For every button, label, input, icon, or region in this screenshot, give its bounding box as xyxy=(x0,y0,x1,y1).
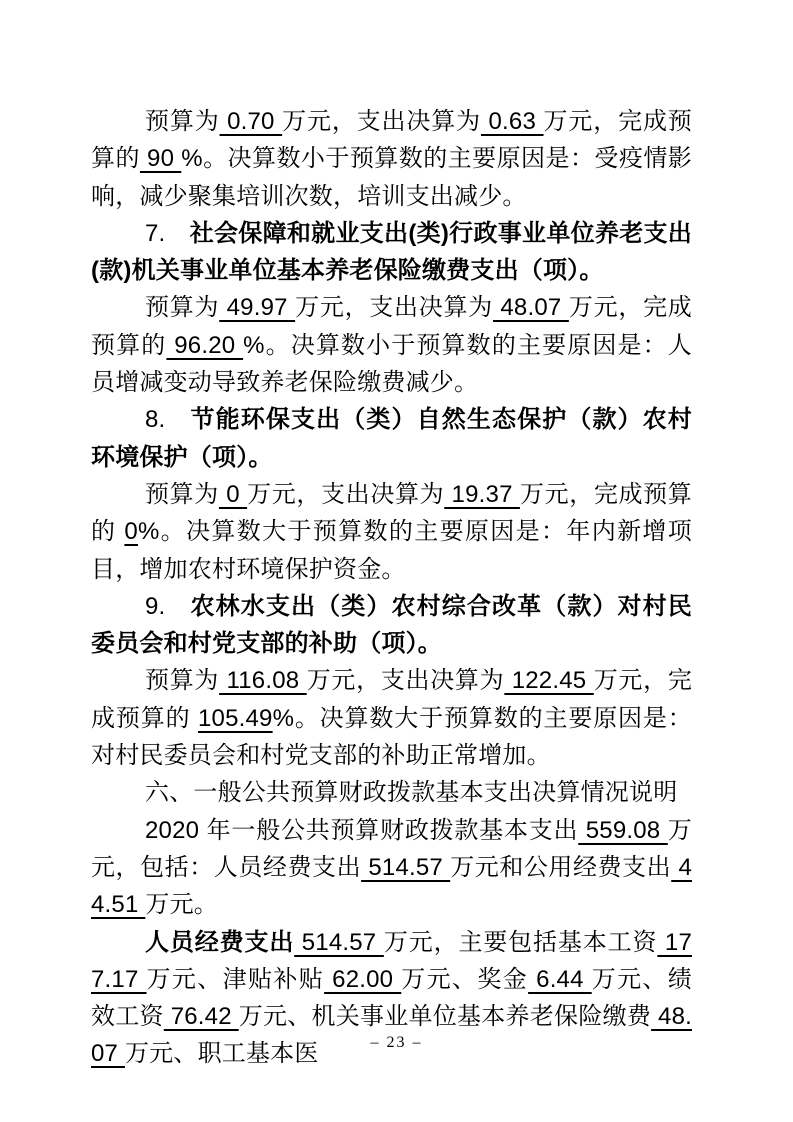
underlined-value: 6.44 xyxy=(528,965,592,993)
underlined-value: 105.49 xyxy=(198,704,273,732)
underlined-value: 44.51 xyxy=(91,853,692,919)
text-run: 7. xyxy=(145,219,190,247)
text-run: %。决算数小于预算数的主要原因是：受疫情影响，减少聚集培训次数，培训支出减少。 xyxy=(91,145,692,210)
text-run: 节能环保支出（类）自然生态保护（款）农村环境保护（项）。 xyxy=(91,406,692,471)
text-run: %。决算数大于预算数的主要原因是：对村民委员会和村党支部的补助正常增加。 xyxy=(91,704,692,770)
heading-item8 xyxy=(91,401,692,476)
text-run: 万元。 xyxy=(145,891,218,919)
underlined-value: 559.08 xyxy=(578,816,668,844)
underlined-value: 0.70 xyxy=(219,108,283,135)
underlined-value: 0.63 xyxy=(480,108,544,135)
para-basic-expense-total xyxy=(91,812,692,924)
text-run: 万元，完成预算的 xyxy=(91,667,693,732)
text-run: 万元，支出决算为 xyxy=(295,294,493,322)
heading-section6 xyxy=(91,774,692,811)
text-run: 万元、津贴补贴 xyxy=(146,965,325,993)
text-run: 六、一般公共预算财政拨款基本支出决算情况说明 xyxy=(145,779,678,807)
text-run: 万元和公用经费支出 xyxy=(450,853,672,881)
text-run: 万元，完成预算的 xyxy=(91,294,693,359)
text-run: 2020 年一般公共预算财政拨款基本支出 xyxy=(145,816,579,844)
underlined-value: 49.97 xyxy=(219,294,296,322)
underlined-value: 0 xyxy=(218,480,248,508)
text-run: 万元，完成预算的 xyxy=(91,480,692,546)
underlined-value: 514.57 xyxy=(294,928,384,956)
text-run: %。决算数大于预算数的主要原因是：年内新增项目，增加农村环境保护资金。 xyxy=(91,518,692,583)
para-item8-detail xyxy=(91,476,692,588)
underlined-value: 122.45 xyxy=(504,667,594,695)
text-run: 农林水支出（类）农村综合改革（款）对村民委员会和村党支部的补助（项）。 xyxy=(91,592,692,658)
text-run: 万元、职工基本医 xyxy=(124,1040,319,1068)
page-number: – 23 – xyxy=(370,1034,423,1051)
text-run: 万元，支出决算为 xyxy=(247,480,445,508)
text-run: 万元、奖金 xyxy=(401,965,529,993)
text-run: 万元、机关事业单位基本养老保险缴费 xyxy=(238,1003,652,1031)
text-run: 预算为 xyxy=(145,667,220,695)
underlined-value: 177.17 xyxy=(91,928,693,993)
underlined-value: 116.08 xyxy=(219,667,307,695)
underlined-value: 62.00 xyxy=(324,965,402,993)
underlined-value: 0 xyxy=(124,518,138,546)
text-run: 万元，支出决算为 xyxy=(306,667,505,695)
text-run: 预算为 xyxy=(145,108,220,135)
text-run: 万元，支出决算为 xyxy=(282,108,481,135)
underlined-value: 48.07 xyxy=(492,294,569,322)
text-run: 万元，包括：人员经费支出 xyxy=(91,816,692,881)
text-run: 人员经费支出 xyxy=(145,928,295,956)
text-run: 万元，主要包括基本工资 xyxy=(383,928,658,956)
text-run: 社会保障和就业支出(类)行政事业单位养老支出(款)机关事业单位基本养老保险缴费支出（项）。 xyxy=(91,219,692,285)
underlined-value: 76.42 xyxy=(163,1003,239,1031)
underlined-value: 90 xyxy=(139,145,182,173)
document-body xyxy=(91,103,692,1073)
text-run: %。决算数小于预算数的主要原因是：人员增减变动导致养老保险缴费减少。 xyxy=(91,331,692,397)
underlined-value: 19.37 xyxy=(444,480,520,508)
heading-item7 xyxy=(91,215,692,290)
heading-item9 xyxy=(91,588,692,663)
underlined-value: 48.07 xyxy=(91,1003,692,1068)
para-item9-detail xyxy=(91,662,692,774)
page-footer xyxy=(0,1034,793,1052)
text-run: 8. xyxy=(145,406,190,434)
para-item6-detail xyxy=(91,103,692,215)
text-run: 9. xyxy=(145,592,190,620)
text-run: 预算为 xyxy=(145,480,219,508)
underlined-value: 514.57 xyxy=(361,853,451,881)
para-item7-detail xyxy=(91,289,692,401)
text-run: 万元、绩效工资 xyxy=(91,965,693,1031)
text-run: 万元，完成预算的 xyxy=(91,108,693,173)
text-run: 预算为 xyxy=(145,294,220,322)
underlined-value: 96.20 xyxy=(166,331,244,359)
